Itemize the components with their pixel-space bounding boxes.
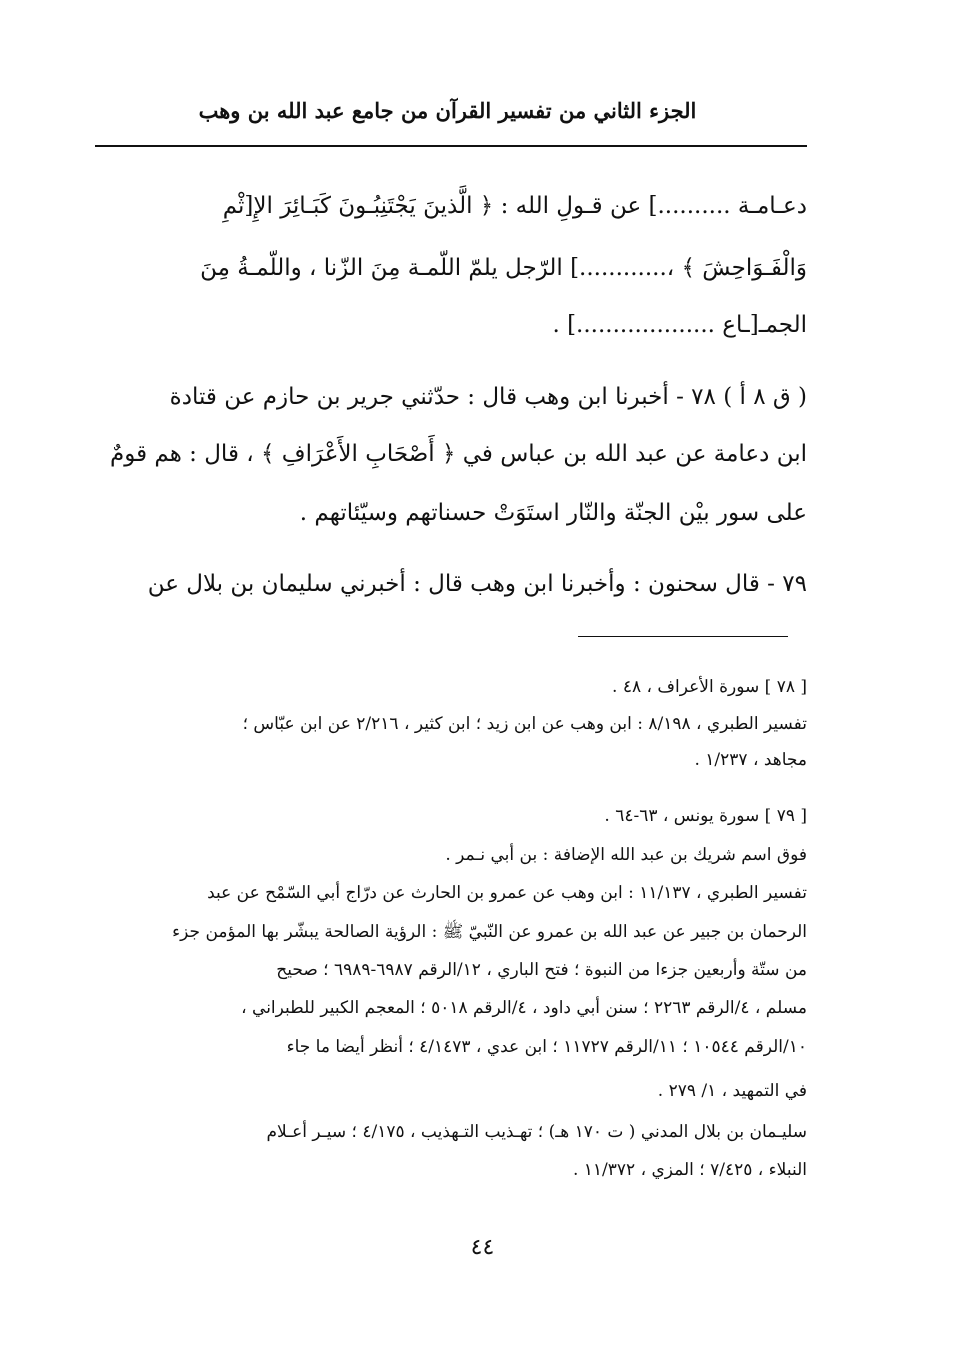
footnote-line: النبلاء ، ٧/٤٢٥ ؛ المزي ، ١١/٣٧٢ . <box>572 1160 807 1180</box>
footnote-line: في التمهيد ، ١/ ٢٧٩ . <box>657 1081 807 1101</box>
footnote-separator <box>578 636 788 637</box>
footnote-line: مجاهد ، ١/٢٣٧ . <box>694 750 807 770</box>
body-line: ( ق ٨ أ ) ٧٨ - أخبرنا ابن وهب قال : حدّثني جرير بن حازم عن قتادة <box>169 384 807 410</box>
footnote-line: مسلم ، ٤/الرقم ٢٢٦٣ ؛ سنن أبي داود ، ٤/الرقم ٥٠١٨ ؛ المعجم الكبير للطبراني ، <box>241 998 807 1018</box>
footnote-line: من ستّة وأربعين جزءا من النبوة ؛ فتح الباري ، ١٢/الرقم ٦٩٨٧-٦٩٨٩ ؛ صحيح <box>276 960 807 980</box>
page-number: ٤٤ <box>470 1235 495 1260</box>
body-line: وَالْفَـوَاحِشَ ﴾ ،............] الرّجل يلمّ اللّمـة مِنَ الزّنا ، واللّمـةُ مِنَ <box>200 255 807 281</box>
body-line: الجمـ[ـاع ...................] . <box>552 312 807 338</box>
footnote-line: الرحمان بن جبير عن عبد الله بن عمرو عن النّبيّ ﷺ : الرؤية الصالحة يبشّر بها المؤمن جزء <box>172 922 807 942</box>
footnote-line: [ ٧٩ ] سورة يونس ، ٦٣-٦٤ . <box>604 806 807 826</box>
body-line: على سور بيْن الجنّة والنّار استَوَتْ حسناتهم وسيّئاتهم . <box>299 500 807 526</box>
header-rule <box>95 145 807 147</box>
body-line: ابن دعامة عن عبد الله بن عباس في ﴿ أَصْحَابِ الأَعْرَافِ ﴾ ، قال : هم قومٌ <box>109 441 807 467</box>
footnote-line: تفسير الطبري ، ٨/١٩٨ : ابن وهب عن ابن زيد ؛ ابن كثير ، ٢/٢١٦ عن ابن عبّاس ؛ <box>242 714 807 734</box>
body-line: دعـامـة ..........] عن قـولِ الله : ﴿ الَّذينَ يَجْتَنِبُـونَ كَبَـائِرَ الإِ[ثْمِ <box>222 193 807 219</box>
footnote-line: سليـمان بن بلال المدني ( ت ١٧٠ هـ) ؛ تهـذيب التـهذيب ، ٤/١٧٥ ؛ سيـر أعـلام <box>266 1122 807 1142</box>
footnote-line: فوق اسم شريك بن عبد الله الإضافة : بن أبي نـمر . <box>445 845 807 865</box>
running-head: الجزء الثاني من تفسير القرآن من جامع عبد الله بن وهب <box>198 98 697 123</box>
footnote-line: [ ٧٨ ] سورة الأعراف ، ٤٨ . <box>612 677 807 697</box>
footnote-line: ١٠/الرقم ١٠٥٤٤ ؛ ١١/الرقم ١١٧٢٧ ؛ ابن عدي ، ٤/١٤٧٣ ؛ أنظر أيضا ما جاء <box>286 1037 807 1057</box>
body-line: ٧٩ - قال سحنون : وأخبرنا ابن وهب قال : أخبرني سليمان بن بلال عن <box>147 571 807 597</box>
footnote-line: تفسير الطبري ، ١١/١٣٧ : ابن وهب عن عمرو بن الحارث عن درّاج أبي السّمْح عن عبد <box>207 883 807 903</box>
